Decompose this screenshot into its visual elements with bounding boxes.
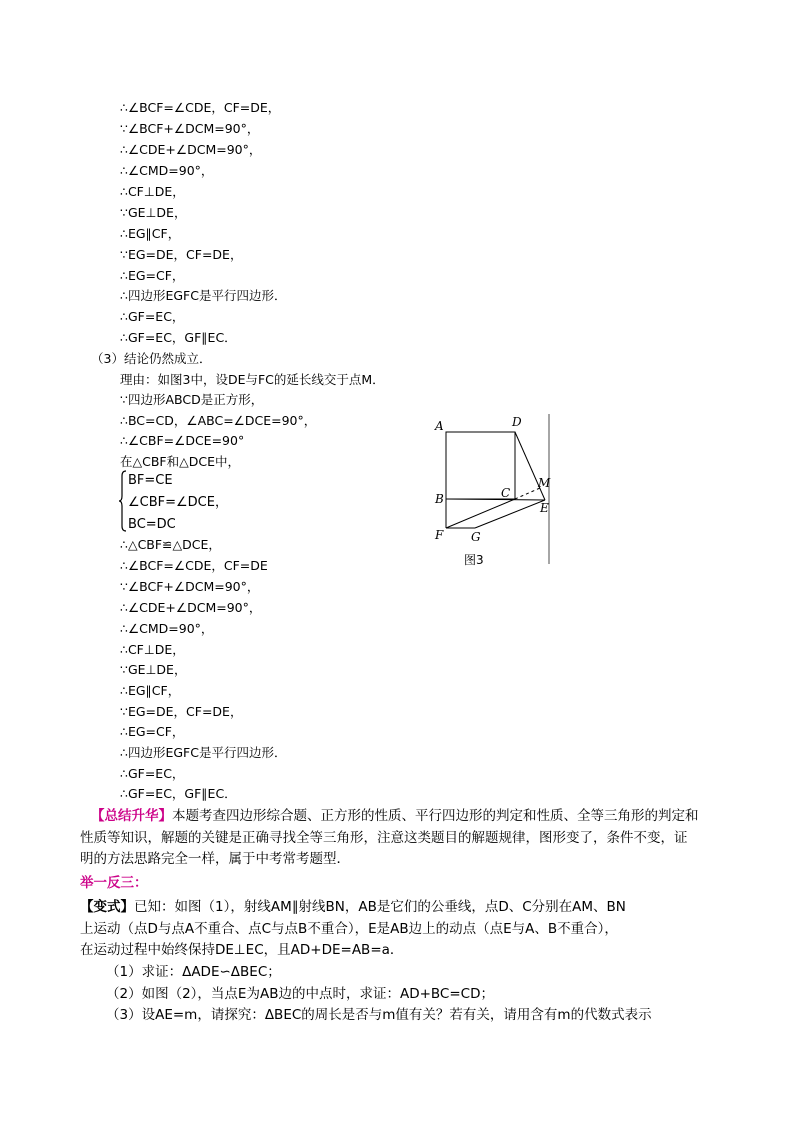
figure-3 [430, 414, 555, 574]
summary-tag: 【总结升华】 [91, 808, 172, 824]
proof-line: ∵GE⊥DE， [120, 662, 187, 677]
summary-line-2: 性质等知识，解题的关键是正确寻找全等三角形，注意这类题目的解题规律，图形变了，条件不变，证 [80, 830, 688, 846]
summary-line-3: 明的方法思路完全一样，属于中考常考题型． [80, 851, 350, 867]
variant-line-3: 在运动过程中始终保持DE⊥EC，且AD+DE=AB=a． [80, 942, 404, 958]
proof-line: ∴四边形EGFC是平行四边形． [120, 288, 287, 303]
system-line: BF=CE [128, 473, 173, 488]
system-brace [119, 470, 127, 532]
proof-line: ∴CF⊥DE， [120, 642, 185, 657]
segment-fc [446, 499, 515, 528]
figure-caption: 图3 [464, 553, 484, 567]
label-b: B [435, 492, 444, 506]
proof-line: ∴EG∥CF， [120, 683, 181, 698]
summary-line-1 [91, 807, 699, 825]
proof-line: ∵EG=DE，CF=DE， [120, 704, 243, 719]
label-m: M [538, 476, 551, 490]
label-f: F [435, 528, 444, 542]
label-g: G [471, 530, 481, 544]
part3-heading: （3）结论仍然成立． [91, 351, 212, 366]
proof-line: ∴∠CMD=90°， [120, 621, 214, 636]
part3-reason: 理由：如图3中，设DE与FC的延长线交于点M． [120, 372, 385, 387]
proof-line: ∴EG=CF， [120, 268, 185, 283]
system-line: BC=DC [128, 517, 176, 532]
proof-line: ∵EG=DE，CF=DE， [120, 247, 243, 262]
proof-line: ∴∠BCF=∠CDE，CF=DE [120, 558, 268, 573]
proof-line: ∴四边形EGFC是平行四边形． [120, 745, 287, 760]
proof-line: ∴∠CDE+∠DCM=90°， [120, 600, 262, 615]
variant-line-2: 上运动（点D与点A不重合、点C与点B不重合），E是AB边上的动点（点E与A、B不重合）， [80, 921, 618, 937]
variant-tag: 【变式】 [80, 899, 134, 915]
proof-line: ∴CF⊥DE， [120, 184, 185, 199]
proof-line: ∴GF=EC， [120, 309, 185, 324]
proof-line: ∴∠BCF=∠CDE，CF=DE， [120, 100, 281, 115]
proof-line: ∴GF=EC，GF∥EC． [120, 330, 237, 345]
variant-line-1 [80, 898, 626, 916]
question-2: （2）如图（2），当点E为AB边的中点时，求证：AD+BC=CD； [106, 986, 494, 1002]
proof-line: ∴GF=EC，GF∥EC． [120, 786, 237, 801]
proof-line: ∴△CBF≌△DCE， [120, 537, 221, 552]
question-3: （3）设AE=m，请探究：ΔBEC的周长是否与m值有关？若有关，请用含有m的代数式表示 [106, 1007, 652, 1023]
segment-cm [515, 488, 540, 499]
variant-heading: 举一反三： [80, 875, 148, 891]
segment-be [446, 499, 545, 500]
proof-line: ∵GE⊥DE， [120, 205, 187, 220]
proof-line: ∵四边形ABCD是正方形， [120, 392, 264, 407]
proof-line: ∵∠BCF+∠DCM=90°， [120, 579, 260, 594]
proof-line: ∴∠CBF=∠DCE=90° [120, 433, 245, 448]
proof-line: ∴∠CDE+∠DCM=90°， [120, 142, 262, 157]
proof-line: 在△CBF和△DCE中， [120, 454, 240, 469]
proof-line: ∴∠CMD=90°， [120, 163, 214, 178]
segment-ge [475, 500, 545, 528]
label-e: E [540, 501, 549, 515]
question-1: （1）求证：ΔADE∽ΔBEC； [106, 964, 281, 980]
proof-line: ∴EG=CF， [120, 724, 185, 739]
proof-line: ∴BC=CD，∠ABC=∠DCE=90°， [120, 413, 317, 428]
label-a: A [435, 419, 444, 433]
label-d: D [512, 415, 522, 429]
proof-line: ∴EG∥CF， [120, 226, 181, 241]
variant-text: 已知：如图（1），射线AM∥射线BN，AB是它们的公垂线，点D、C分别在AM、BN [134, 899, 626, 915]
system-line: ∠CBF=∠DCE， [128, 495, 228, 510]
proof-line: ∴GF=EC， [120, 766, 185, 781]
proof-line: ∵∠BCF+∠DCM=90°， [120, 121, 260, 136]
summary-text: 本题考查四边形综合题、正方形的性质、平行四边形的判定和性质、全等三角形的判定和 [172, 808, 699, 824]
label-c: C [501, 486, 511, 500]
